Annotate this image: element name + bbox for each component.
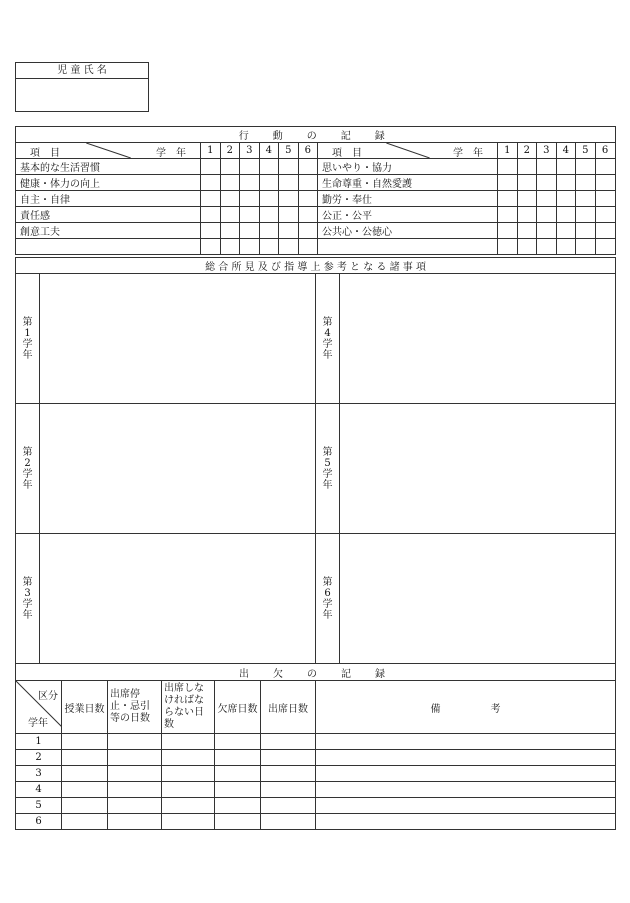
attendance-value-cell[interactable] — [316, 750, 616, 766]
behavior-mark-cell[interactable] — [595, 223, 615, 239]
behavior-mark-cell[interactable] — [259, 239, 279, 255]
right-behavior-item: 思いやり・協力 — [318, 159, 498, 175]
behavior-title: 行 動 の 記 録 — [16, 127, 616, 143]
behavior-row — [16, 223, 616, 239]
behavior-mark-cell[interactable] — [298, 207, 318, 223]
attendance-table — [15, 663, 616, 830]
right-year-comment-field[interactable] — [340, 534, 616, 664]
right-grade-label: 学 年 — [453, 148, 483, 159]
attendance-value-cell[interactable] — [215, 766, 261, 782]
grade-number: 6 — [16, 814, 62, 830]
attendance-value-cell[interactable] — [316, 798, 616, 814]
behavior-mark-cell[interactable] — [279, 191, 299, 207]
behavior-mark-cell[interactable] — [498, 223, 518, 239]
behavior-row — [16, 175, 616, 191]
attendance-row — [16, 798, 616, 814]
behavior-mark-cell[interactable] — [556, 159, 576, 175]
right-year-comment-field[interactable] — [340, 404, 616, 534]
attendance-value-cell[interactable] — [261, 814, 316, 830]
right-grade-col-4: 4 — [556, 143, 576, 159]
left-behavior-item: 創意工夫 — [16, 223, 201, 239]
attendance-value-cell[interactable] — [62, 734, 108, 750]
attendance-value-cell[interactable] — [162, 734, 215, 750]
behavior-mark-cell[interactable] — [498, 191, 518, 207]
left-item-grade-header — [16, 143, 201, 159]
student-name-label: 児 童 氏 名 — [16, 63, 148, 79]
behavior-mark-cell[interactable] — [240, 159, 260, 175]
behavior-mark-cell[interactable] — [595, 239, 615, 255]
left-year-comment-field[interactable] — [40, 274, 316, 404]
behavior-mark-cell[interactable] — [576, 223, 596, 239]
behavior-mark-cell[interactable] — [240, 223, 260, 239]
behavior-mark-cell[interactable] — [517, 239, 537, 255]
attendance-column-2: 出席停止・忌引等の日数 — [108, 681, 162, 734]
left-item-label: 項 目 — [30, 148, 60, 159]
left-year-label: 第 1 学 年 — [16, 274, 40, 404]
behavior-mark-cell[interactable] — [298, 191, 318, 207]
attendance-column-5: 出席日数 — [261, 681, 316, 734]
behavior-mark-cell[interactable] — [240, 175, 260, 191]
right-grade-col-5: 5 — [576, 143, 596, 159]
left-behavior-item: 責任感 — [16, 207, 201, 223]
right-behavior-item: 公共心・公徳心 — [318, 223, 498, 239]
behavior-mark-cell[interactable] — [279, 175, 299, 191]
behavior-mark-cell[interactable] — [517, 191, 537, 207]
right-year-label: 第 4 学 年 — [316, 274, 340, 404]
behavior-mark-cell[interactable] — [298, 159, 318, 175]
right-grade-col-3: 3 — [537, 143, 557, 159]
attendance-value-cell[interactable] — [108, 766, 162, 782]
right-year-label: 第 5 学 年 — [316, 404, 340, 534]
attendance-corner-cell — [16, 681, 62, 734]
left-grade-col-5: 5 — [279, 143, 299, 159]
behavior-mark-cell[interactable] — [498, 175, 518, 191]
comments-table — [15, 257, 616, 664]
behavior-mark-cell[interactable] — [201, 175, 221, 191]
left-grade-col-3: 3 — [240, 143, 260, 159]
attendance-value-cell[interactable] — [62, 814, 108, 830]
behavior-mark-cell[interactable] — [498, 239, 518, 255]
behavior-mark-cell[interactable] — [576, 207, 596, 223]
attendance-value-cell[interactable] — [162, 782, 215, 798]
right-item-grade-header — [318, 143, 498, 159]
grade-number: 1 — [16, 734, 62, 750]
left-behavior-item: 自主・自律 — [16, 191, 201, 207]
attendance-value-cell[interactable] — [108, 814, 162, 830]
behavior-mark-cell[interactable] — [240, 207, 260, 223]
corner-top-label: 区分 — [38, 691, 58, 702]
attendance-value-cell[interactable] — [162, 750, 215, 766]
behavior-mark-cell[interactable] — [259, 207, 279, 223]
behavior-mark-cell[interactable] — [259, 175, 279, 191]
behavior-mark-cell[interactable] — [556, 175, 576, 191]
grade-number: 2 — [16, 750, 62, 766]
behavior-mark-cell[interactable] — [556, 207, 576, 223]
attendance-row — [16, 734, 616, 750]
behavior-mark-cell[interactable] — [556, 191, 576, 207]
behavior-mark-cell[interactable] — [537, 175, 557, 191]
grade-number: 3 — [16, 766, 62, 782]
behavior-row — [16, 207, 616, 223]
left-grade-col-1: 1 — [201, 143, 221, 159]
behavior-mark-cell[interactable] — [220, 159, 240, 175]
attendance-value-cell[interactable] — [62, 798, 108, 814]
left-grade-col-2: 2 — [220, 143, 240, 159]
behavior-mark-cell[interactable] — [259, 159, 279, 175]
behavior-row — [16, 159, 616, 175]
attendance-value-cell[interactable] — [108, 798, 162, 814]
behavior-mark-cell[interactable] — [240, 239, 260, 255]
behavior-mark-cell[interactable] — [498, 159, 518, 175]
attendance-column-4: 欠席日数 — [215, 681, 261, 734]
behavior-mark-cell[interactable] — [201, 223, 221, 239]
behavior-mark-cell[interactable] — [517, 175, 537, 191]
behavior-row — [16, 191, 616, 207]
behavior-mark-cell[interactable] — [595, 159, 615, 175]
attendance-value-cell[interactable] — [261, 750, 316, 766]
behavior-mark-cell[interactable] — [298, 175, 318, 191]
comments-row — [16, 534, 616, 664]
behavior-mark-cell[interactable] — [279, 159, 299, 175]
attendance-value-cell[interactable] — [215, 798, 261, 814]
behavior-mark-cell[interactable] — [595, 175, 615, 191]
behavior-mark-cell[interactable] — [517, 207, 537, 223]
attendance-value-cell[interactable] — [215, 782, 261, 798]
attendance-value-cell[interactable] — [316, 782, 616, 798]
behavior-mark-cell[interactable] — [201, 207, 221, 223]
attendance-value-cell[interactable] — [261, 766, 316, 782]
behavior-mark-cell[interactable] — [556, 239, 576, 255]
attendance-value-cell[interactable] — [316, 814, 616, 830]
behavior-mark-cell[interactable] — [279, 223, 299, 239]
attendance-value-cell[interactable] — [316, 734, 616, 750]
attendance-value-cell[interactable] — [215, 814, 261, 830]
behavior-mark-cell[interactable] — [220, 239, 240, 255]
behavior-mark-cell[interactable] — [259, 223, 279, 239]
right-behavior-item: 勤労・奉仕 — [318, 191, 498, 207]
attendance-value-cell[interactable] — [316, 766, 616, 782]
attendance-row — [16, 766, 616, 782]
left-behavior-item: 健康・体力の向上 — [16, 175, 201, 191]
behavior-mark-cell[interactable] — [279, 239, 299, 255]
behavior-mark-cell[interactable] — [279, 207, 299, 223]
grade-number: 5 — [16, 798, 62, 814]
behavior-mark-cell[interactable] — [576, 175, 596, 191]
behavior-mark-cell[interactable] — [517, 223, 537, 239]
right-behavior-item: 生命尊重・自然愛護 — [318, 175, 498, 191]
grade-number: 4 — [16, 782, 62, 798]
behavior-mark-cell[interactable] — [298, 239, 318, 255]
right-year-label: 第 6 学 年 — [316, 534, 340, 664]
behavior-mark-cell[interactable] — [576, 159, 596, 175]
left-year-comment-field[interactable] — [40, 404, 316, 534]
attendance-value-cell[interactable] — [108, 734, 162, 750]
behavior-mark-cell[interactable] — [595, 191, 615, 207]
attendance-value-cell[interactable] — [215, 750, 261, 766]
behavior-row — [16, 239, 616, 255]
remarks-header: 備 考 — [316, 681, 616, 734]
behavior-mark-cell[interactable] — [201, 159, 221, 175]
attendance-value-cell[interactable] — [108, 750, 162, 766]
behavior-mark-cell[interactable] — [220, 175, 240, 191]
behavior-mark-cell[interactable] — [220, 207, 240, 223]
attendance-value-cell[interactable] — [261, 782, 316, 798]
right-grade-col-1: 1 — [498, 143, 518, 159]
attendance-value-cell[interactable] — [261, 798, 316, 814]
behavior-mark-cell[interactable] — [537, 223, 557, 239]
student-name-field[interactable] — [16, 79, 148, 113]
behavior-mark-cell[interactable] — [498, 207, 518, 223]
right-year-comment-field[interactable] — [340, 274, 616, 404]
right-behavior-item — [318, 239, 498, 255]
behavior-mark-cell[interactable] — [517, 159, 537, 175]
behavior-mark-cell[interactable] — [201, 239, 221, 255]
attendance-title: 出 欠 の 記 録 — [16, 664, 616, 681]
left-grade-col-6: 6 — [298, 143, 318, 159]
behavior-mark-cell[interactable] — [220, 223, 240, 239]
behavior-mark-cell[interactable] — [259, 191, 279, 207]
attendance-column-3: 出席しなければならない日数 — [162, 681, 215, 734]
student-name-box — [15, 62, 149, 112]
attendance-value-cell[interactable] — [162, 766, 215, 782]
behavior-mark-cell[interactable] — [556, 223, 576, 239]
behavior-record-table — [15, 126, 616, 255]
attendance-row — [16, 750, 616, 766]
behavior-mark-cell[interactable] — [240, 191, 260, 207]
left-grade-col-4: 4 — [259, 143, 279, 159]
behavior-mark-cell[interactable] — [595, 207, 615, 223]
attendance-value-cell[interactable] — [215, 734, 261, 750]
attendance-row — [16, 814, 616, 830]
attendance-value-cell[interactable] — [162, 814, 215, 830]
attendance-value-cell[interactable] — [62, 782, 108, 798]
left-grade-label: 学 年 — [156, 148, 186, 159]
left-year-comment-field[interactable] — [40, 534, 316, 664]
right-grade-col-6: 6 — [595, 143, 615, 159]
attendance-column-1: 授業日数 — [62, 681, 108, 734]
behavior-mark-cell[interactable] — [537, 207, 557, 223]
attendance-value-cell[interactable] — [62, 766, 108, 782]
attendance-value-cell[interactable] — [108, 782, 162, 798]
attendance-value-cell[interactable] — [62, 750, 108, 766]
left-year-label: 第 3 学 年 — [16, 534, 40, 664]
left-behavior-item — [16, 239, 201, 255]
behavior-mark-cell[interactable] — [220, 191, 240, 207]
attendance-row — [16, 782, 616, 798]
behavior-mark-cell[interactable] — [537, 159, 557, 175]
behavior-mark-cell[interactable] — [298, 223, 318, 239]
behavior-mark-cell[interactable] — [576, 191, 596, 207]
attendance-value-cell[interactable] — [261, 734, 316, 750]
right-behavior-item: 公正・公平 — [318, 207, 498, 223]
left-behavior-item: 基本的な生活習慣 — [16, 159, 201, 175]
right-item-label: 項 目 — [332, 148, 362, 159]
attendance-value-cell[interactable] — [162, 798, 215, 814]
right-grade-col-2: 2 — [517, 143, 537, 159]
corner-bottom-label: 学年 — [28, 718, 48, 729]
comments-title: 総 合 所 見 及 び 指 導 上 参 考 と な る 諸 事 項 — [16, 258, 616, 274]
comments-row — [16, 274, 616, 404]
behavior-mark-cell[interactable] — [576, 239, 596, 255]
behavior-mark-cell[interactable] — [537, 191, 557, 207]
behavior-mark-cell[interactable] — [201, 191, 221, 207]
left-year-label: 第 2 学 年 — [16, 404, 40, 534]
comments-row — [16, 404, 616, 534]
behavior-mark-cell[interactable] — [537, 239, 557, 255]
